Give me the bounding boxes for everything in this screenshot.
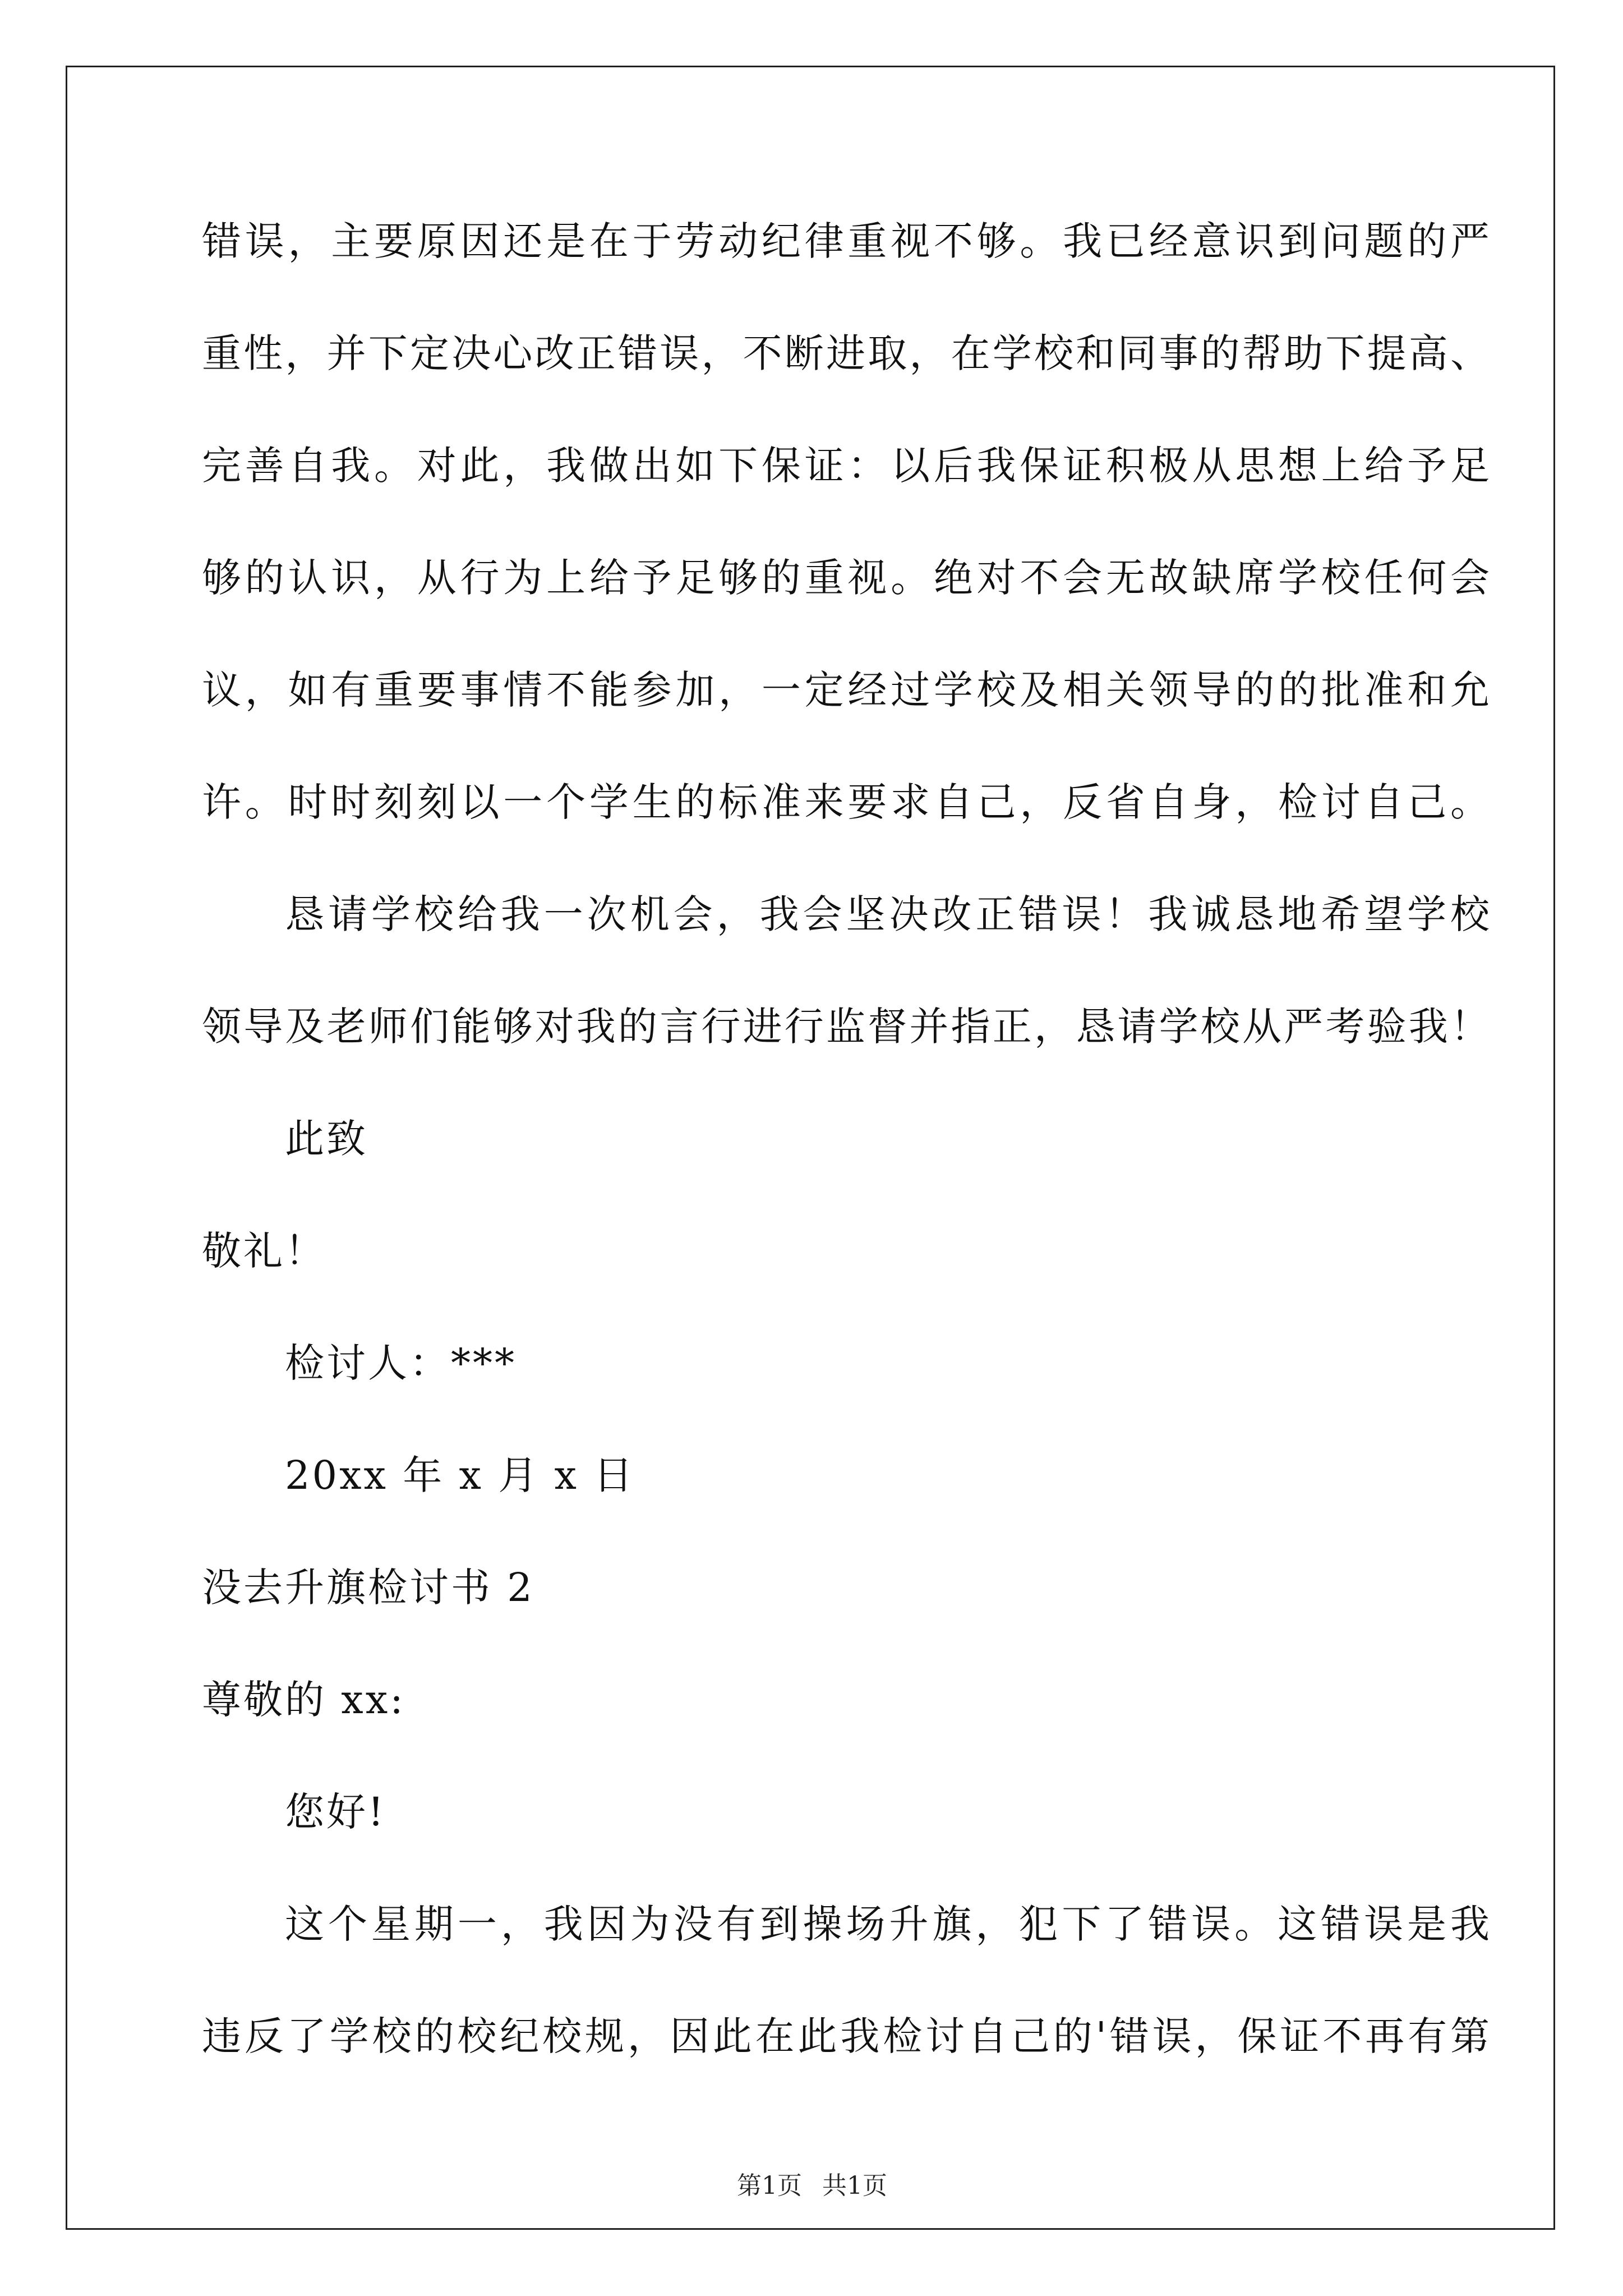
page-number-current: 第1页 [737,2171,802,2200]
body-line-1: 错误，主要原因还是在于劳动纪律重视不够。我已经意识到问题的严 [202,218,1492,264]
signature-name: 检讨人：*** [285,1340,517,1386]
signature-date: 20xx 年 x 月 x 日 [285,1452,635,1498]
body-line-17: 违反了学校的校纪校规，因此在此我检讨自己的'错误，保证不再有第 [202,2013,1492,2059]
body-line-2: 重性，并下定决心改正错误，不断进取，在学校和同事的帮助下提高、 [202,330,1492,376]
body-line-5: 议，如有重要事情不能参加，一定经过学校及相关领导的的批准和允 [202,667,1492,713]
body-line-7: 恳请学校给我一次机会，我会坚决改正错误！我诚恳地希望学校 [285,891,1492,937]
body-line-4: 够的认识，从行为上给予足够的重视。绝对不会无故缺席学校任何会 [202,555,1492,601]
body-line-8: 领导及老师们能够对我的言行进行监督并指正，恳请学校从严考验我！ [202,1004,1492,1050]
page-number-total: 共1页 [822,2171,887,2200]
greeting: 您好! [285,1789,386,1835]
recipient: 尊敬的 xx: [202,1677,405,1723]
salutation-cizhi: 此致 [285,1116,368,1162]
body-line-3: 完善自我。对此，我做出如下保证：以后我保证积极从思想上给予足 [202,443,1492,489]
page-frame [66,66,1555,2230]
page-footer [67,2172,1557,2200]
section-title: 没去升旗检讨书 2 [202,1565,534,1611]
salutation-jingli: 敬礼！ [202,1228,326,1274]
body-line-16: 这个星期一，我因为没有到操场升旗，犯下了错误。这错误是我 [285,1901,1492,1947]
body-line-6: 许。时时刻刻以一个学生的标准来要求自己，反省自身，检讨自己。 [202,779,1492,825]
